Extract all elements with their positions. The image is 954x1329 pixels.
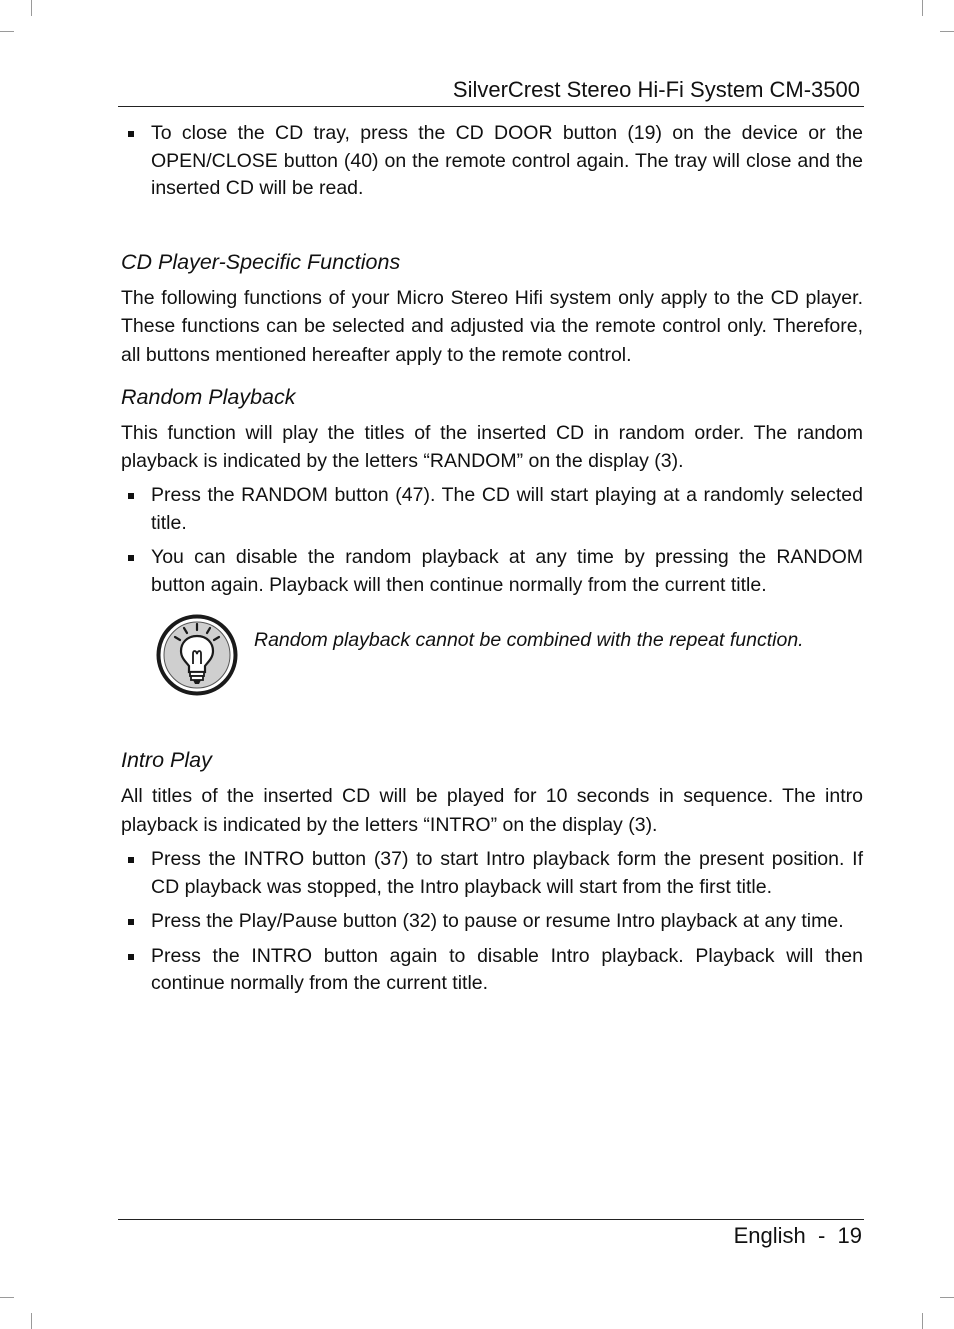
list-item: [121, 846, 863, 901]
section-paragraph: The following functions of your Micro Stereo Hifi system only apply to the CD player. These functions can be selected and adjusted via the remote control only. Therefore, all buttons mentioned hereafter apply to the remote control.: [121, 286, 863, 366]
crop-mark: [31, 1313, 32, 1329]
list-item-text: Press the RANDOM button (47). The CD will start playing at a randomly selected title.: [151, 484, 863, 534]
bullet-marker: [128, 555, 134, 561]
list-item-text: Press the INTRO button (37) to start Intro playback form the present position. If CD playback was stopped, the Intro playback will start from the first title.: [151, 848, 863, 898]
bullet-marker: [128, 857, 134, 863]
list-item: [121, 482, 863, 537]
tip-note: [121, 614, 863, 698]
bullet-marker: [128, 493, 134, 499]
crop-mark: [31, 0, 32, 16]
bullet-marker: [128, 954, 134, 960]
bullet-marker: [128, 131, 134, 137]
list-item-text: You can disable the random playback at any time by pressing the RANDOM button again. Playback will then continue normally from the current title.: [151, 546, 863, 596]
section-paragraph: This function will play the titles of the inserted CD in random order. The random playback is indicated by the letters “RANDOM” on the display (3).: [121, 422, 863, 472]
section-heading-intro-play: Intro Play: [121, 748, 212, 772]
crop-mark: [922, 0, 923, 16]
list-item-text: To close the CD tray, press the CD DOOR button (19) on the device or the OPEN/CLOSE button (40) on the remote control again. The tray will close and the inserted CD will be read.: [151, 122, 863, 199]
page-header-title: SilverCrest Stereo Hi-Fi System CM-3500: [452, 77, 860, 102]
list-item: [121, 120, 863, 203]
list-item: [121, 943, 863, 998]
list-item: [121, 544, 863, 599]
list-item: [121, 908, 863, 936]
footer-rule: [118, 1219, 864, 1220]
crop-mark: [940, 31, 954, 32]
tip-note-text: Random playback cannot be combined with the repeat function.: [254, 629, 804, 651]
section-paragraph: All titles of the inserted CD will be played for 10 seconds in sequence. The intro playback is indicated by the letters “INTRO” on the display (3).: [121, 785, 863, 836]
list-item-text: Press the INTRO button again to disable Intro playback. Playback will then continue normally from the current title.: [151, 944, 863, 994]
page-footer: English - 19: [733, 1223, 862, 1248]
page-content: [121, 120, 863, 998]
crop-mark: [0, 1297, 14, 1298]
crop-mark: [922, 1313, 923, 1329]
lightbulb-icon: [156, 614, 238, 696]
section-heading-cd-functions: CD Player-Specific Functions: [121, 249, 401, 274]
crop-mark: [940, 1297, 954, 1298]
section-heading-random-playback: Random Playback: [121, 385, 296, 409]
list-item-text: Press the Play/Pause button (32) to pause or resume Intro playback at any time.: [151, 910, 844, 932]
bullet-marker: [128, 919, 134, 925]
header-rule: [118, 106, 864, 107]
crop-mark: [0, 31, 14, 32]
